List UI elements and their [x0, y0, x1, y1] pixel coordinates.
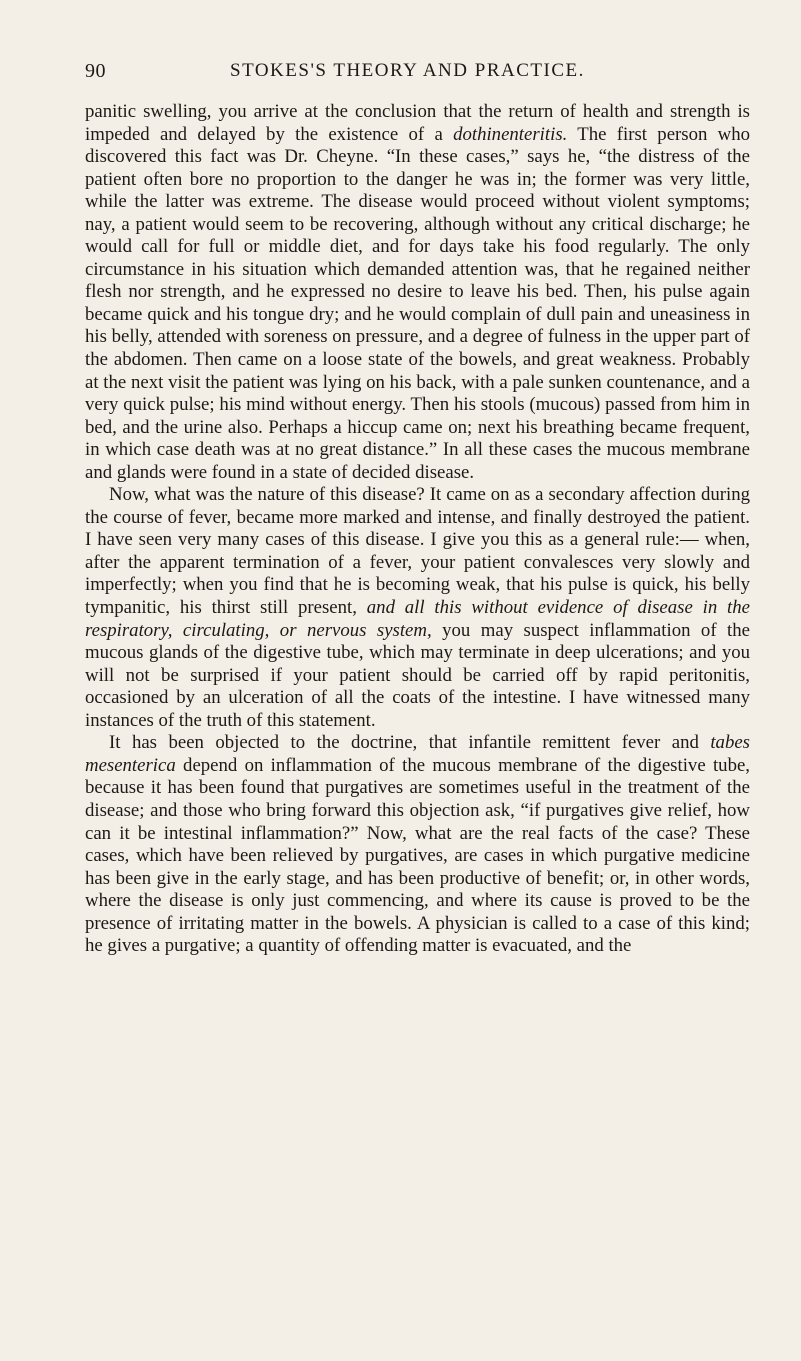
italic-text: dothinenteritis. — [453, 123, 568, 145]
text-run: The first person who discovered this fact was Dr. Cheyne. “In these cases,” says he, “the distress of the patient often bore no proportion to the danger he was in; the former was very little, while the latter was extreme. The disease would proceed without violent symptoms; nay, a patient would seem to be recovering, although without any critical discharge; he would call for full or middle diet, and for days take his food regularly. The only circumstance in his situation which demanded attention was, that he regained neither flesh nor strength, and he expressed no desire to leave his bed. Then, his pulse again became quick and his tongue dry; and he would complain of dull pain and uneasiness in his belly, attended with soreness on pressure, and a degree of fulness in the upper part of the abdomen. Then came on a loose state of the bowels, and great weakness. Probably at the next visit the patient was lying on his back, with a pale sunken countenance, and a very quick pulse; his mind without energy. Then his stools (mucous) passed from him in bed, and the urine also. Perhaps a hiccup came on; next his breathing became frequent, in which case death was at no great distance.” In all these cases the mucous membrane and glands were found in a state of decided disease. — [85, 123, 751, 483]
text-run: It has been objected to the doctrine, that infantile remittent fever and — [109, 732, 711, 754]
paragraph-1 — [85, 101, 750, 484]
page-header — [85, 60, 761, 84]
page-number: 90 — [85, 60, 106, 82]
running-title: STOKES'S THEORY AND PRACTICE. — [230, 60, 585, 81]
text-run: depend on inflammation of the mucous membrane of the digestive tube, because it has been found that purgatives are sometimes useful in the treatment of the disease; and those who bring forward this objection ask, “if purgatives give relief, how can it be intestinal inflammation?” Now, what are the real facts of the case? These cases, which have been relieved by purgatives, are cases in which purgative medicine has been give in the early stage, and has been productive of benefit; or, in other words, where the disease is only just commencing, and where its cause is proved to be the presence of irritating matter in the bowels. A physician is called to a case of this kind; he gives a purgative; a quantity of offending matter is evacuated, and the — [85, 754, 750, 957]
text-run: Now, what was the nature of this disease? It came on as a secondary affection during the course of fever, became more marked and intense, and finally destroyed the patient. I have seen very many cases of this disease. I give you this as a general rule:— when, after the apparent termination of a fever, your patient convalesces very slowly and imperfectly; when you find that he is becoming weak, that his pulse is quick, his belly tympanitic, his thirst still present, — [85, 484, 750, 619]
italic-text: and all this without evidence of disease in the respiratory, circulating, or nervous system, — [85, 597, 750, 641]
italic-text: tabes mesenterica — [85, 732, 750, 776]
text-run: you may suspect inflammation of the mucous glands of the digestive tube, which may terminate in deep ulcerations; and you will not be surprised if your patient should be carried off by rapid peritonitis, occasioned by an ulceration of all the coats of the intestine. I have witnessed many instances of the truth of this statement. — [85, 619, 750, 731]
text-run: panitic swelling, you arrive at the conclusion that the return of health and strength is impeded and delayed by the existence of a — [85, 101, 750, 145]
paragraph-3 — [85, 732, 750, 957]
body-text — [85, 101, 750, 958]
paragraph-2 — [85, 484, 750, 732]
